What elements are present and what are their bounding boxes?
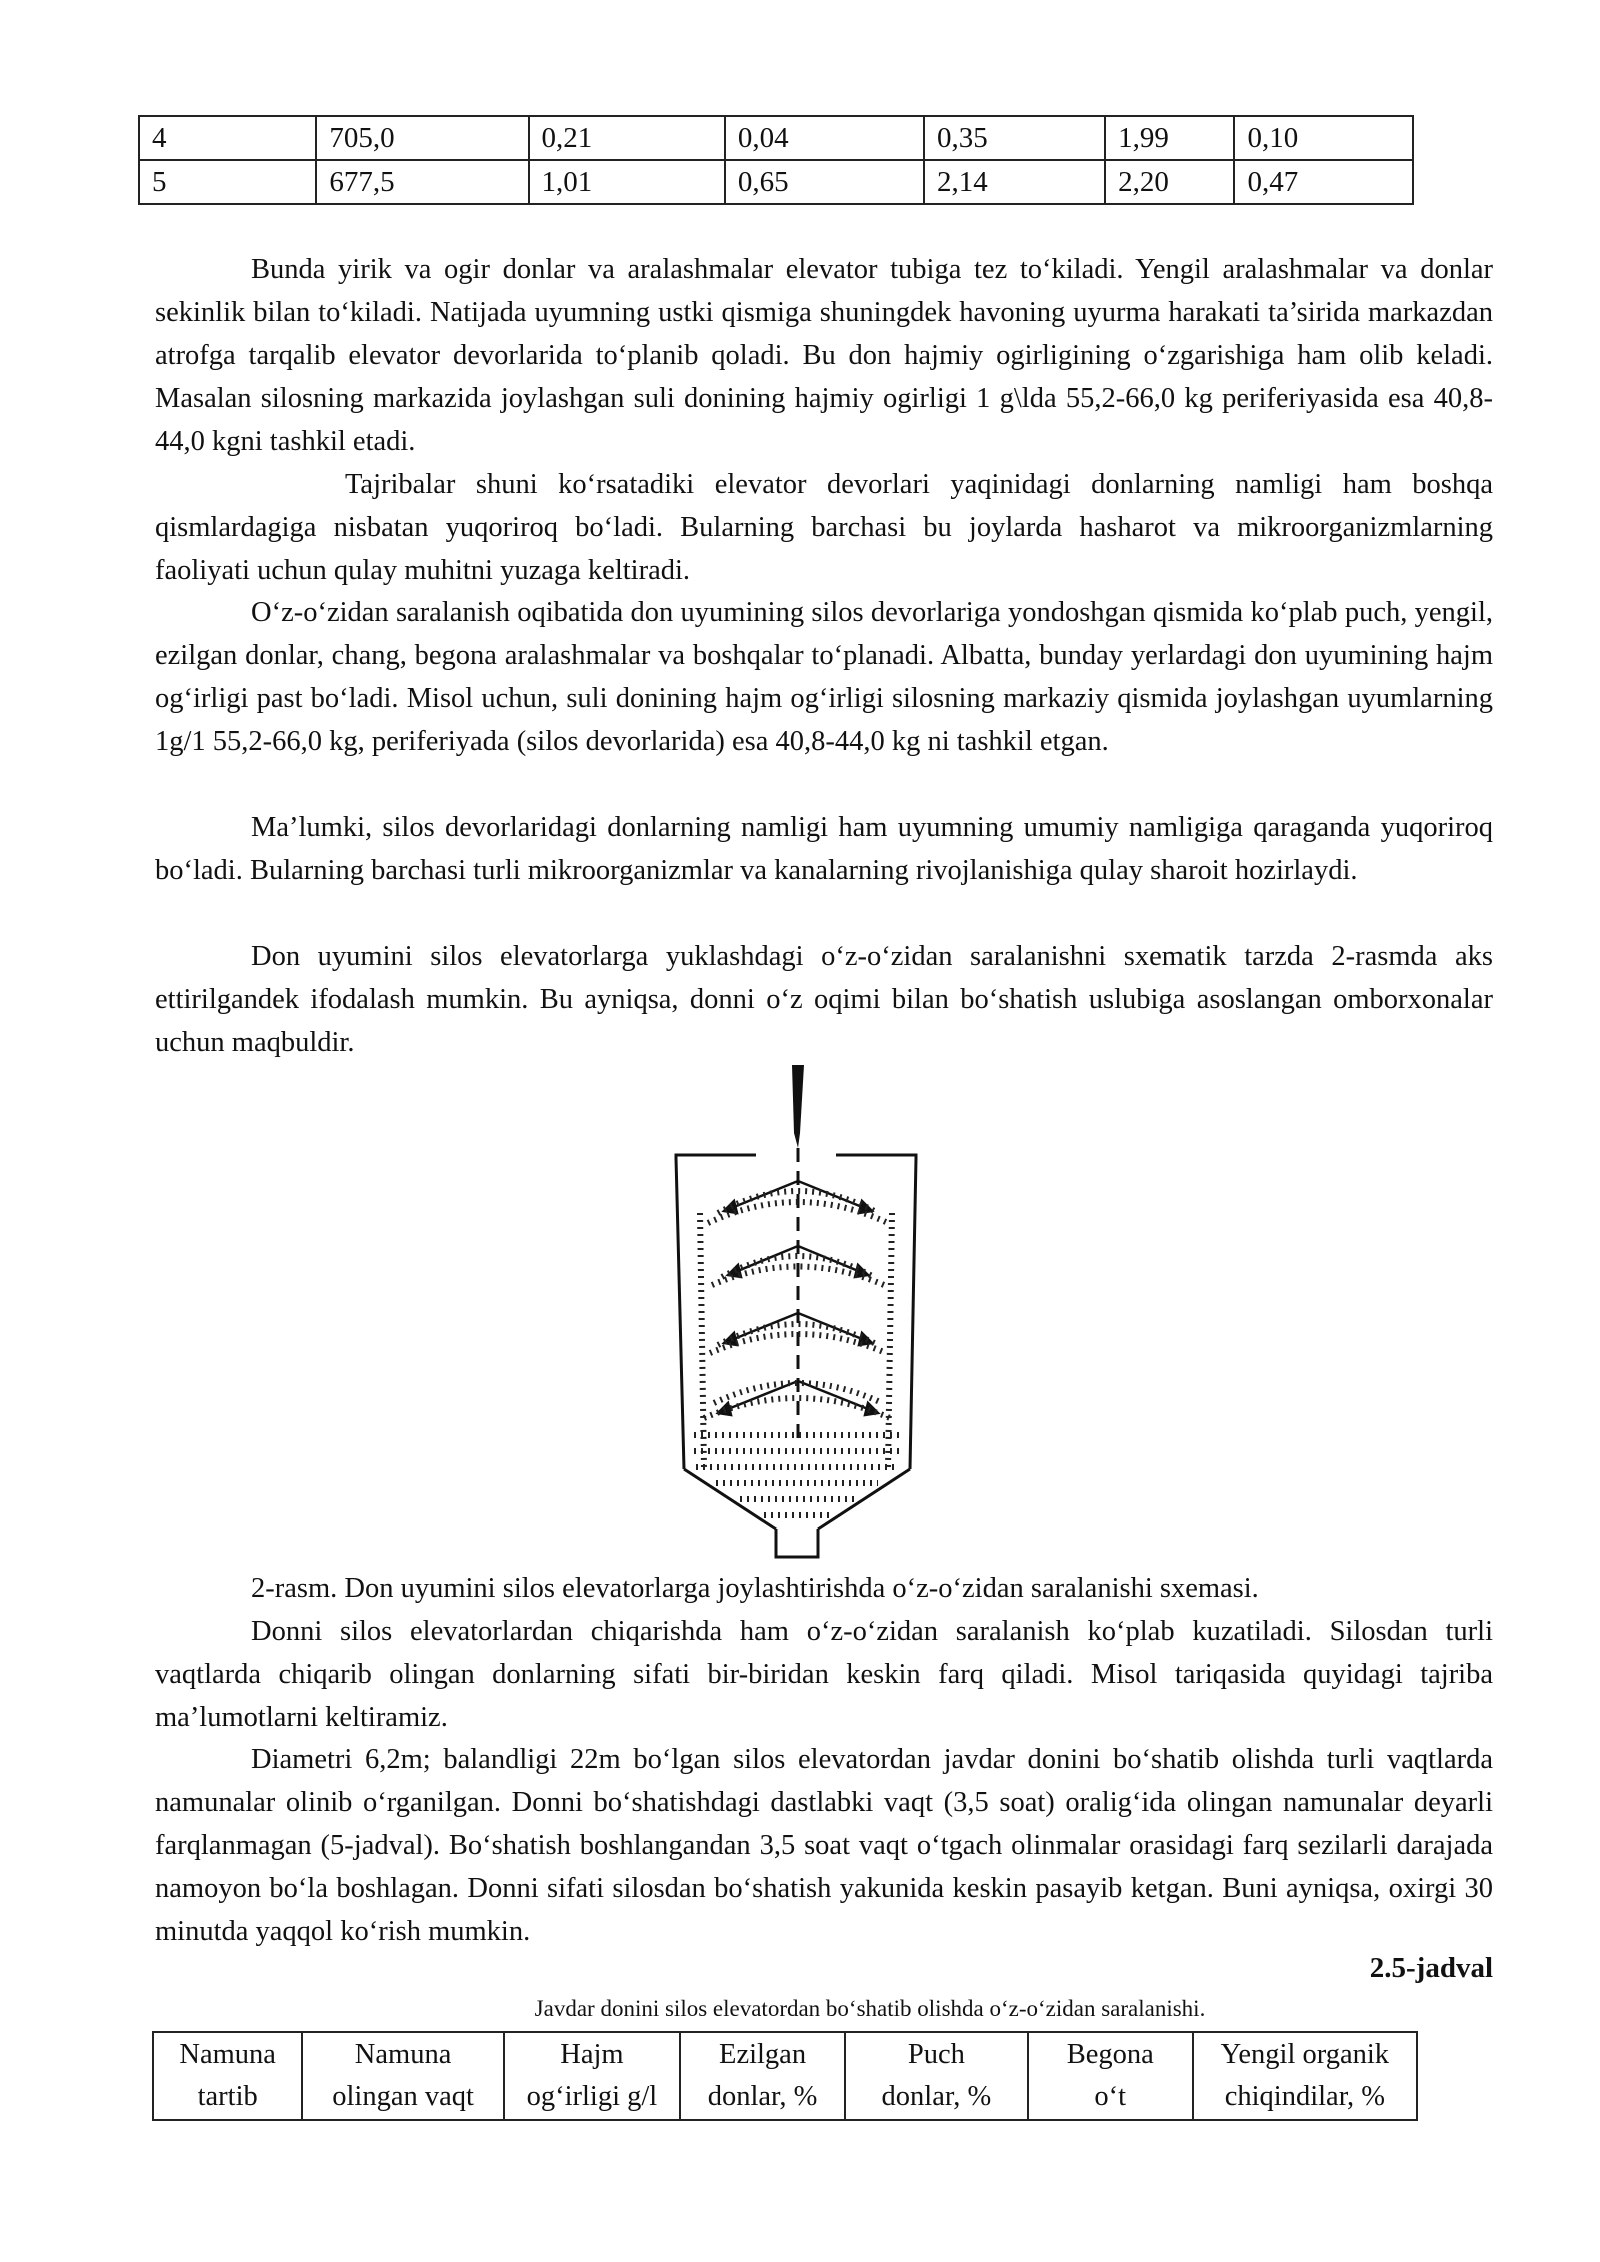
column-header (1193, 2032, 1417, 2120)
table-cell: 4 (139, 116, 316, 160)
column-header-line: Ezilgan (719, 2039, 807, 2070)
column-header (153, 2032, 302, 2120)
paragraph-1: Bunda yirik va ogir donlar va aralashmalar elevator tubiga tez to‘kiladi. Yengil aralashmalar va donlar sekinlik bilan to‘kiladi. Natijada uyumning ustki qismiga shuningdek havoning uyurma harakati ta’sirida markazdan atrofga tarqalib elevator devorlarida to‘planib qoladi. Bu don hajmiy ogirligining o‘zgarishiga ham olib keladi. Masalan silosning markazida joylashgan suli donining hajmiy ogirligi 1 g\lda 55,2-66,0 kg periferiyasida esa 40,8-44,0 kgni tashkil etadi. (155, 254, 1493, 457)
table-row (139, 160, 1413, 204)
paragraph-4: Ma’lumki, silos devorlaridagi donlarning namligi ham uyumning umumiy namligiga qaraganda yuqoriroq bo‘ladi. Bularning barchasi turli mikroorganizmlar va kanalarning rivojlanishiga qulay sharoit hozirlaydi. (155, 812, 1493, 886)
paragraph-2: Tajribalar shuni ko‘rsatadiki elevator devorlari yaqinidagi donlarning namligi ham boshqa qismlardagiga nisbatan yuqoriroq bo‘ladi. Bularning barchasi bu joylarda hasharot va mikroorganizmlarning faoliyati uchun qulay muhitni yuzaga keltiradi. (155, 469, 1493, 586)
table-body (139, 116, 1413, 204)
table-cell: 0,47 (1234, 160, 1413, 204)
table-header-row (153, 2032, 1417, 2120)
table-cell: 0,10 (1234, 116, 1413, 160)
table-row (139, 116, 1413, 160)
table-caption: Javdar donini silos elevatordan bo‘shatib olishda o‘z-o‘zidan saralanishi. (534, 1996, 1206, 2021)
column-header (504, 2032, 680, 2120)
column-header-line: donlar, % (881, 2081, 992, 2112)
table-cell: 1,99 (1105, 116, 1234, 160)
data-table-continued (138, 115, 1414, 205)
column-header (845, 2032, 1028, 2120)
column-header-line: Puch (907, 2039, 965, 2070)
table-cell: 1,01 (529, 160, 725, 204)
column-header (680, 2032, 845, 2120)
table-cell: 0,35 (924, 116, 1105, 160)
figure-caption: 2-rasm. Don uyumini silos elevatorlarga joylashtirishda o‘z-o‘zidan saralanishi sxemasi. (251, 1573, 1259, 1604)
paragraph-6: Donni silos elevatorlardan chiqarishda ham o‘z-o‘zidan saralanish ko‘plab kuzatiladi. Silosdan turli vaqtlarda chiqarib olingan donlarning sifati bir-biridan keskin farq qiladi. Misol tariqasida quyidagi tajriba ma’lumotlarni keltiramiz. (155, 1616, 1493, 1733)
column-header-line: o‘t (1094, 2081, 1127, 2112)
paragraph-5: Don uyumini silos elevatorlarga yuklashdagi o‘z-o‘zidan saralanishni sxematik tarzda 2-rasmda aks ettirilgandek ifodalash mumkin. Bu ayniqsa, donni o‘z oqimi bilan bo‘shatish uslubiga asoslangan omborxonalar uchun maqbuldir. (155, 941, 1493, 1058)
table-cell: 0,65 (725, 160, 924, 204)
silo-elevator-diagram (664, 1063, 928, 1560)
column-header (1028, 2032, 1193, 2120)
table-cell: 0,04 (725, 116, 924, 160)
table-cell: 2,14 (924, 160, 1105, 204)
table-label: 2.5-jadval (1369, 1952, 1493, 1984)
table-cell: 2,20 (1105, 160, 1234, 204)
self-sorting-table (152, 2031, 1418, 2121)
column-header-line: Hajm (560, 2039, 624, 2070)
table-cell: 5 (139, 160, 316, 204)
column-header-line: donlar, % (707, 2081, 818, 2112)
paragraph-7: Diametri 6,2m; balandligi 22m bo‘lgan silos elevatordan javdar donini bo‘shatib olishda turli vaqtlarda namunalar olinib o‘rganilgan. Donni bo‘shatishdagi dastlabki vaqt (3,5 soat) oralig‘ida olingan namunalar deyarli farqlanmagan (5-jadval). Bo‘shatish boshlangandan 3,5 soat vaqt o‘tgach olinmalar orasidagi farq sezilarli darajada namoyon bo‘la boshlagan. Donni sifati silosdan bo‘shatish yakunida keskin pasayib ketgan. Buni ayniqsa, oxirgi 30 minutda yaqqol ko‘rish mumkin. (155, 1744, 1493, 1947)
column-header (302, 2032, 503, 2120)
table-cell: 677,5 (316, 160, 528, 204)
paragraph-3: O‘z-o‘zidan saralanish oqibatida don uyumining silos devorlariga yondoshgan qismida ko‘plab puch, yengil, ezilgan donlar, chang, begona aralashmalar va boshqalar to‘planadi. Albatta, bunday yerlardagi don uyumining hajm og‘irligi past bo‘ladi. Misol uchun, suli donining hajm og‘irligi silosning markaziy qismida joylashgan uyumlarning 1g/1 55,2-66,0 kg, periferiyada (silos devorlarida) esa 40,8-44,0 kg ni tashkil etgan. (155, 597, 1493, 757)
column-header-line: Namuna (179, 2039, 276, 2070)
column-header-line: Namuna (354, 2039, 452, 2070)
column-header-line: og‘irligi g/l (526, 2081, 658, 2112)
column-header-line: olingan vaqt (332, 2081, 474, 2112)
table-cell: 0,21 (529, 116, 725, 160)
column-header-line: Yengil organik (1220, 2039, 1390, 2070)
column-header-line: chiqindilar, % (1224, 2081, 1386, 2112)
table-header-body (153, 2032, 1417, 2120)
table-cell: 705,0 (316, 116, 528, 160)
column-header-line: Begona (1066, 2039, 1154, 2070)
column-header-line: tartib (197, 2081, 258, 2112)
